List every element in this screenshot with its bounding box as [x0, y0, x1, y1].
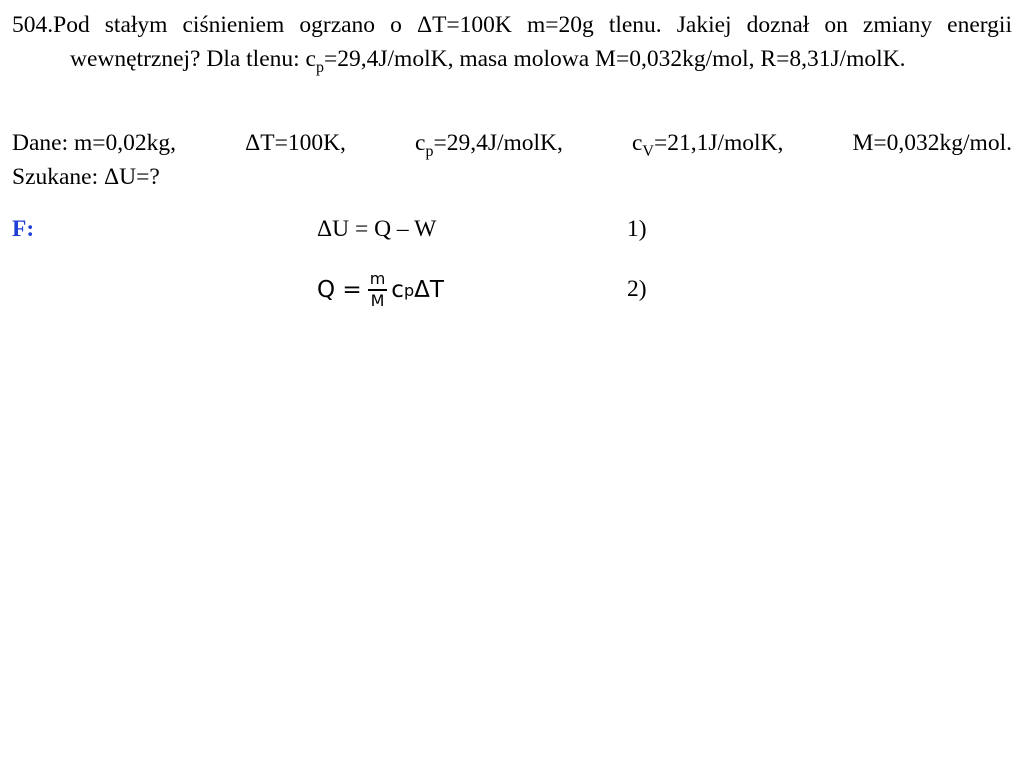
equation-2-lhs: Q =	[317, 277, 362, 303]
given-cv-base: c	[631, 130, 643, 156]
equation-2-c: c	[391, 277, 404, 303]
equation-1-number: 1)	[627, 216, 647, 242]
given-cp-sub: p	[425, 143, 434, 160]
equation-2-number: 2)	[627, 276, 647, 302]
equation-2-delta-t: ΔT	[414, 277, 444, 303]
problem-statement	[12, 8, 1012, 76]
problem-cp-subscript: p	[315, 59, 324, 76]
given-mass: m=0,02kg,	[74, 130, 177, 156]
problem-text-part1: Pod stałym ciśnieniem ogrzano o ΔT=100K m=20g tlenu. Jakiej doznał on zmiany energii wewnętrznej? Dla tlenu: c	[53, 12, 1012, 72]
given-data	[12, 126, 1012, 194]
equation-2	[317, 262, 444, 318]
given-delta-t: ΔT=100K,	[245, 130, 346, 156]
given-line	[12, 126, 1012, 160]
given-cv	[632, 126, 783, 160]
fraction-numerator: m	[369, 269, 386, 289]
problem-text-part2: =29,4J/molK, masa molowa M=0,032kg/mol, R=8,31J/molK.	[323, 46, 906, 72]
given-cp-base: c	[415, 130, 426, 156]
formulas-label: F:	[12, 216, 35, 242]
given-cp-value: =29,4J/molK,	[433, 130, 563, 156]
given-cv-value: =21,1J/molK,	[653, 130, 784, 156]
equation-2-c-sub: p	[403, 280, 415, 300]
equation-2-fraction	[368, 270, 388, 309]
given-label-and-mass	[12, 126, 176, 160]
given-cp	[415, 126, 563, 160]
given-cv-sub: V	[642, 143, 654, 160]
given-molar-mass: M=0,032kg/mol.	[852, 130, 1012, 156]
given-label: Dane:	[12, 130, 69, 156]
fraction-denominator: M	[370, 290, 385, 310]
equation-1: ΔU = Q – W	[317, 216, 437, 242]
sought-quantity: Szukane: ΔU=?	[12, 164, 160, 190]
problem-number: 504.	[12, 12, 54, 38]
